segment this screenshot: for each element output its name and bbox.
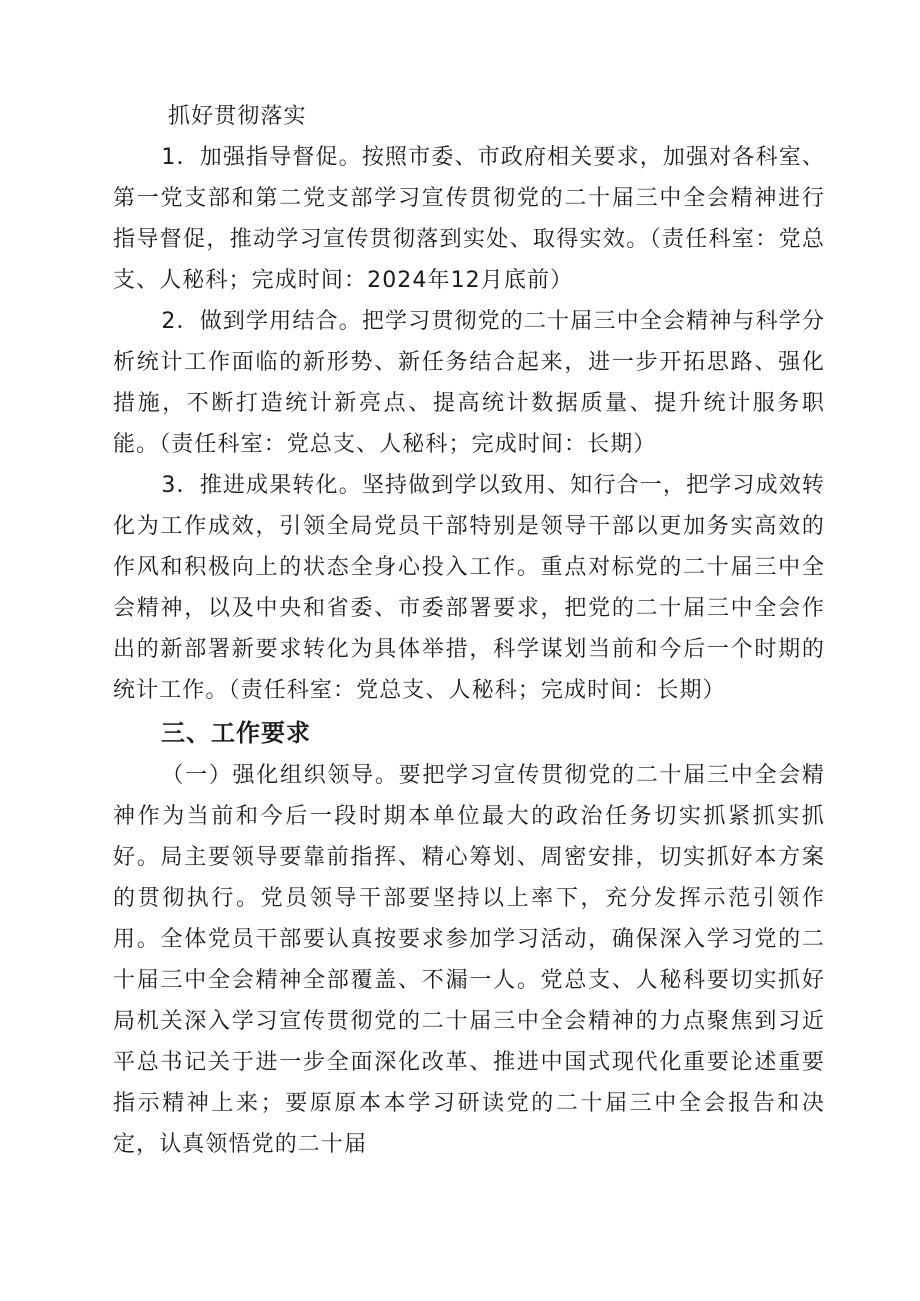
document-body xyxy=(113,96,825,1165)
item-2-paragraph: 2．做到学用结合。把学习贯彻党的二十届三中全会精神与科学分析统计工作面临的新形势、新任务结合起来，进一步开拓思路、强化措施，不断打造统计新亮点、提高统计数据质量、提升统计服务职能。（责任科室：党总支、人秘科；完成时间：长期） xyxy=(113,309,825,457)
section-heading: 三、工作要求 xyxy=(161,719,311,747)
item-3-paragraph: 3．推进成果转化。坚持做到学以致用、知行合一，把学习成效转化为工作成效，引领全局党员干部特别是领导干部以更加务实高效的作风和积极向上的状态全身心投入工作。重点对标党的二十届三中全会精神，以及中央和省委、市委部署要求，把党的二十届三中全会作出的新部署新要求转化为具体举措，科学谋划当前和今后一个时期的统计工作。（责任科室：党总支、人秘科；完成时间：长期） xyxy=(113,473,825,703)
intro-heading: 抓好贯彻落实 xyxy=(168,104,307,129)
section-paragraph: （一）强化组织领导。要把学习宣传贯彻党的二十届三中全会精神作为当前和今后一段时期本单位最大的政治任务切实抓紧抓实抓好。局主要领导要靠前指挥、精心筹划、周密安排，切实抓好本方案的贯彻执行。党员领导干部要坚持以上率下，充分发挥示范引领作用。全体党员干部要认真按要求参加学习活动，确保深入学习党的二十届三中全会精神全部覆盖、不漏一人。党总支、人秘科要切实抓好局机关深入学习宣传贯彻党的二十届三中全会精神的力点聚焦到习近平总书记关于进一步全面深化改革、推进中国式现代化重要论述重要指示精神上来；要原原本本学习研读党的二十届三中全会报告和决定，认真领悟党的二十届 xyxy=(113,763,825,1157)
item-1-paragraph: 1．加强指导督促。按照市委、市政府相关要求，加强对各科室、第一党支部和第二党支部学习宣传贯彻党的二十届三中全会精神进行指导督促，推动学习宣传贯彻落到实处、取得实效。（责任科室：党总支、人秘科；完成时间：2024年12月底前） xyxy=(113,145,825,293)
